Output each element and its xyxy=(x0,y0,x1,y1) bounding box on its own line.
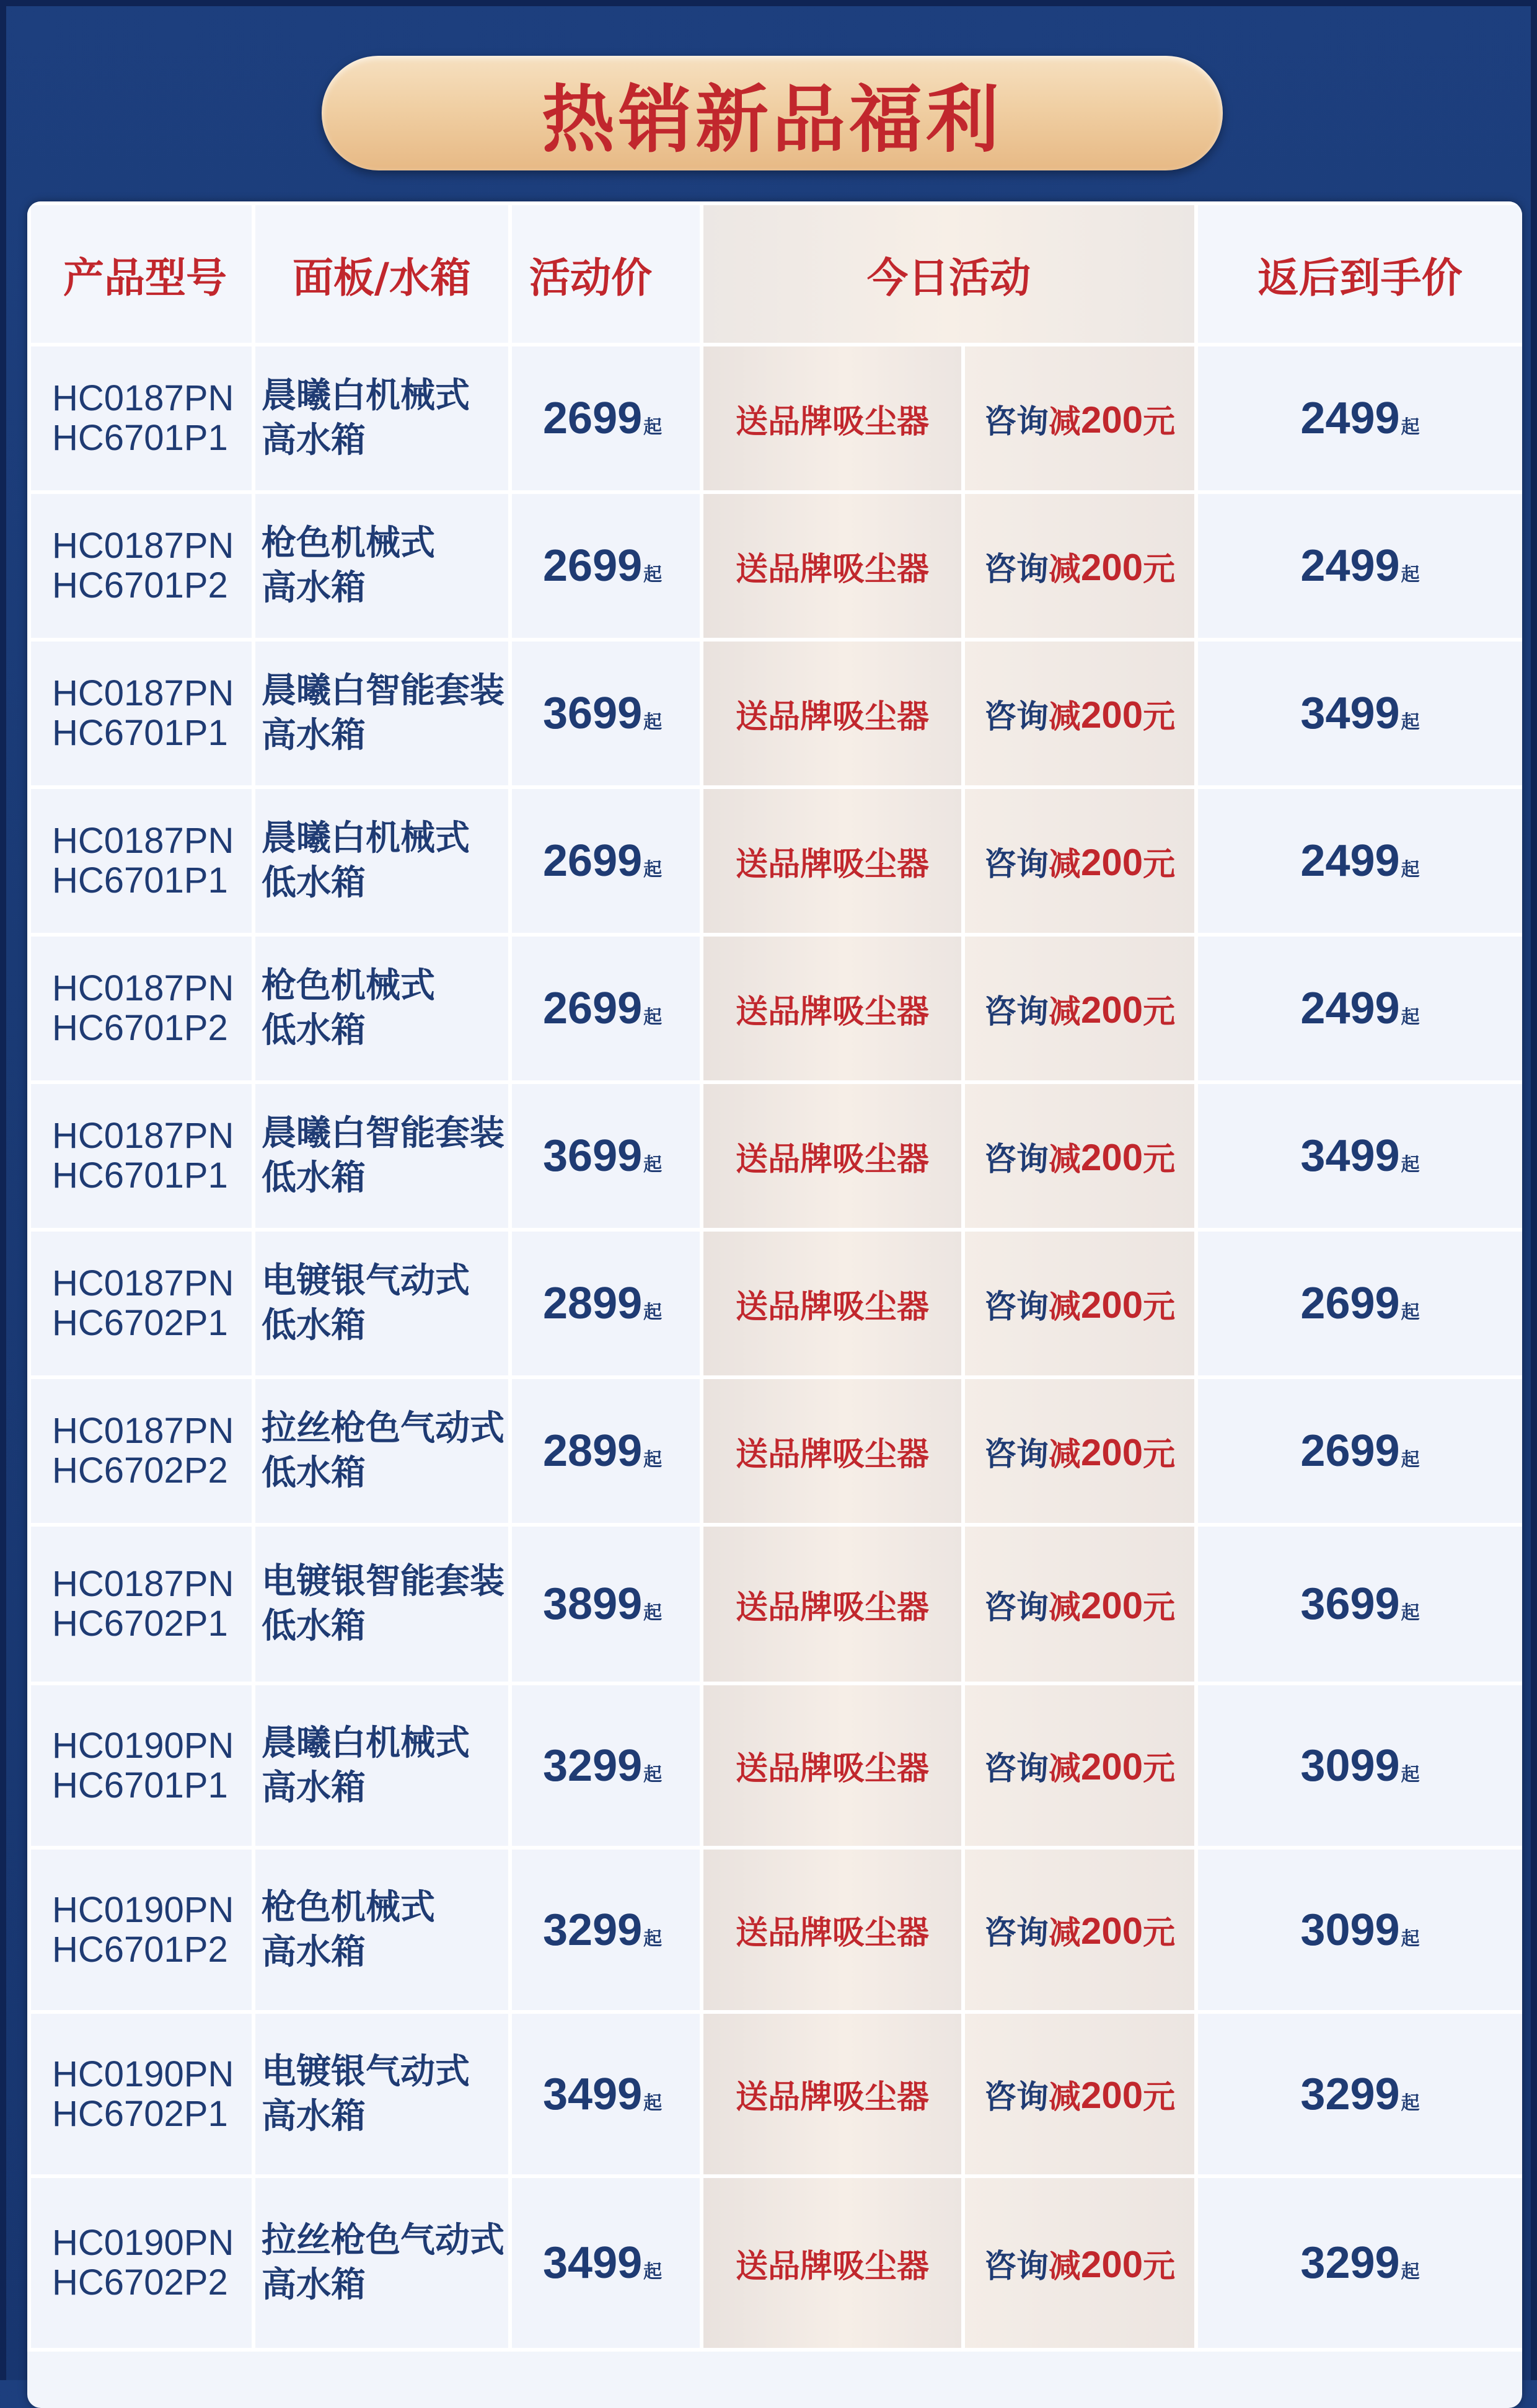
discount-amount: 200 xyxy=(1080,694,1143,736)
final-price-cell xyxy=(1196,492,1522,640)
final-price: 3299 xyxy=(1300,2069,1400,2119)
discount-cell xyxy=(963,2176,1196,2350)
activity-price-cell xyxy=(510,1082,702,1230)
final-price-suffix: 起 xyxy=(1401,1763,1420,1786)
panel-cell xyxy=(253,1230,510,1377)
discount-cell xyxy=(963,640,1196,787)
model-cell xyxy=(29,1525,253,1683)
table-row xyxy=(29,2012,1522,2176)
final-price-suffix: 起 xyxy=(1401,1602,1420,1624)
model-cell xyxy=(29,2176,253,2350)
model-cell xyxy=(29,1082,253,1230)
final-price-suffix: 起 xyxy=(1401,1928,1420,1950)
final-price-suffix: 起 xyxy=(1401,2092,1420,2114)
discount-reduce: 减 xyxy=(1048,2079,1081,2116)
table-row xyxy=(29,1848,1522,2012)
discount-amount: 200 xyxy=(1080,1284,1143,1326)
table-row xyxy=(29,2176,1522,2350)
activity-price-cell xyxy=(510,1683,702,1848)
tank-type: 低水箱 xyxy=(262,863,366,903)
discount-reduce: 减 xyxy=(1048,1288,1081,1326)
model-cell xyxy=(29,640,253,787)
model-cell xyxy=(29,1848,253,2012)
gift-cell xyxy=(702,492,963,640)
panel-type: 拉丝枪色气动式 xyxy=(262,2220,504,2260)
price-suffix: 起 xyxy=(643,2092,663,2114)
discount-consult: 咨询 xyxy=(984,698,1049,736)
final-price-suffix: 起 xyxy=(1401,2261,1420,2283)
price-suffix: 起 xyxy=(643,1154,663,1176)
table-row xyxy=(29,1525,1522,1683)
gift-text: 送品牌吸尘器 xyxy=(735,2079,929,2116)
activity-price: 3499 xyxy=(543,2069,643,2119)
final-price: 3499 xyxy=(1300,1131,1400,1181)
discount-cell xyxy=(963,345,1196,492)
model-code-primary: HC0187PN xyxy=(52,968,234,1008)
activity-price-cell xyxy=(510,1230,702,1377)
gift-cell xyxy=(702,2176,963,2350)
discount-consult: 咨询 xyxy=(984,1288,1049,1326)
panel-type: 枪色机械式 xyxy=(262,523,435,563)
panel-cell xyxy=(253,1683,510,1848)
activity-price-cell xyxy=(510,2012,702,2176)
discount-cell xyxy=(963,935,1196,1082)
discount-reduce: 减 xyxy=(1048,550,1081,588)
discount-amount: 200 xyxy=(1080,2075,1143,2116)
discount-cell xyxy=(963,1377,1196,1525)
panel-type: 拉丝枪色气动式 xyxy=(262,1408,504,1449)
model-code-primary: HC0187PN xyxy=(52,1564,234,1604)
activity-price: 3699 xyxy=(543,689,643,738)
discount-unit: 元 xyxy=(1143,550,1176,588)
discount-amount: 200 xyxy=(1080,1746,1143,1788)
discount-cell xyxy=(963,787,1196,935)
panel-cell xyxy=(253,935,510,1082)
header-today: 今日活动 xyxy=(702,203,1196,345)
activity-price: 2899 xyxy=(543,1279,643,1328)
model-code-secondary: HC6702P1 xyxy=(52,1303,228,1343)
tank-type: 高水箱 xyxy=(262,715,366,756)
model-code-secondary: HC6702P2 xyxy=(52,1450,228,1491)
final-price-cell xyxy=(1196,1082,1522,1230)
table-row xyxy=(29,1230,1522,1377)
price-suffix: 起 xyxy=(643,712,663,733)
price-suffix: 起 xyxy=(643,417,663,438)
page-title: 热销新品福利 xyxy=(541,76,1003,162)
model-cell xyxy=(29,345,253,492)
price-suffix: 起 xyxy=(643,1763,663,1786)
panel-type: 电镀银气动式 xyxy=(262,2051,470,2092)
final-price: 2699 xyxy=(1300,1279,1400,1328)
header-panel: 面板/水箱 xyxy=(253,203,510,345)
model-code-primary: HC0190PN xyxy=(52,2223,234,2263)
discount-consult: 咨询 xyxy=(984,1140,1049,1178)
gift-text: 送品牌吸尘器 xyxy=(735,1140,929,1178)
tank-type: 高水箱 xyxy=(262,1931,366,1972)
table-row xyxy=(29,1683,1522,1848)
gift-text: 送品牌吸尘器 xyxy=(735,550,929,588)
gift-cell xyxy=(702,787,963,935)
price-suffix: 起 xyxy=(643,1602,663,1624)
discount-unit: 元 xyxy=(1143,2079,1176,2116)
activity-price-cell xyxy=(510,2176,702,2350)
panel-type: 晨曦白机械式 xyxy=(262,1722,470,1763)
model-code-secondary: HC6702P2 xyxy=(52,2262,228,2303)
panel-cell xyxy=(253,1525,510,1683)
discount-reduce: 减 xyxy=(1048,1750,1081,1788)
final-price: 3099 xyxy=(1300,1905,1400,1955)
discount-amount: 200 xyxy=(1080,1584,1143,1626)
final-price: 2499 xyxy=(1300,836,1400,886)
gift-cell xyxy=(702,2012,963,2176)
panel-type: 电镀银气动式 xyxy=(262,1261,470,1301)
discount-consult: 咨询 xyxy=(984,2079,1049,2116)
gift-cell xyxy=(702,1230,963,1377)
panel-cell xyxy=(253,2176,510,2350)
activity-price: 2699 xyxy=(543,541,643,591)
model-code-primary: HC0187PN xyxy=(52,821,234,861)
discount-unit: 元 xyxy=(1143,698,1176,736)
discount-unit: 元 xyxy=(1143,845,1176,883)
final-price: 2499 xyxy=(1300,541,1400,591)
tank-type: 高水箱 xyxy=(262,2265,366,2305)
final-price-suffix: 起 xyxy=(1401,859,1420,881)
discount-consult: 咨询 xyxy=(984,1436,1049,1473)
table-row xyxy=(29,492,1522,640)
activity-price: 3699 xyxy=(543,1131,643,1181)
title-banner xyxy=(322,56,1223,170)
activity-price-cell xyxy=(510,640,702,787)
activity-price: 3899 xyxy=(543,1579,643,1629)
final-price-cell xyxy=(1196,640,1522,787)
discount-reduce: 减 xyxy=(1048,403,1081,441)
final-price-suffix: 起 xyxy=(1401,564,1420,586)
panel-type: 晨曦白机械式 xyxy=(262,818,470,858)
discount-cell xyxy=(963,1683,1196,1848)
tank-type: 高水箱 xyxy=(262,1767,366,1808)
model-code-secondary: HC6701P1 xyxy=(52,1765,228,1806)
model-code-primary: HC0187PN xyxy=(52,1116,234,1156)
activity-price-cell xyxy=(510,492,702,640)
final-price-cell xyxy=(1196,1377,1522,1525)
discount-cell xyxy=(963,2012,1196,2176)
gift-cell xyxy=(702,640,963,787)
model-code-secondary: HC6701P1 xyxy=(52,713,228,753)
activity-price: 2699 xyxy=(543,836,643,886)
final-price-suffix: 起 xyxy=(1401,1449,1420,1471)
model-code-primary: HC0187PN xyxy=(52,378,234,418)
gift-cell xyxy=(702,1848,963,2012)
discount-consult: 咨询 xyxy=(984,403,1049,441)
model-cell xyxy=(29,492,253,640)
model-code-primary: HC0187PN xyxy=(52,526,234,566)
discount-consult: 咨询 xyxy=(984,550,1049,588)
model-cell xyxy=(29,787,253,935)
gift-text: 送品牌吸尘器 xyxy=(735,1750,929,1788)
panel-type: 晨曦白智能套装 xyxy=(262,1113,504,1153)
final-price: 3499 xyxy=(1300,689,1400,738)
panel-type: 枪色机械式 xyxy=(262,966,435,1006)
price-suffix: 起 xyxy=(643,1928,663,1950)
discount-reduce: 减 xyxy=(1048,993,1081,1031)
discount-unit: 元 xyxy=(1143,1288,1176,1326)
gift-text: 送品牌吸尘器 xyxy=(735,1436,929,1473)
tank-type: 高水箱 xyxy=(262,2096,366,2137)
activity-price: 2899 xyxy=(543,1426,643,1476)
discount-consult: 咨询 xyxy=(984,2247,1049,2285)
panel-type: 电镀银智能套装 xyxy=(262,1561,504,1602)
panel-cell xyxy=(253,1848,510,2012)
activity-price: 3299 xyxy=(543,1905,643,1955)
price-suffix: 起 xyxy=(643,564,663,586)
model-cell xyxy=(29,1377,253,1525)
gift-text: 送品牌吸尘器 xyxy=(735,993,929,1031)
final-price-suffix: 起 xyxy=(1401,712,1420,733)
panel-type: 晨曦白机械式 xyxy=(262,376,470,416)
model-code-primary: HC0187PN xyxy=(52,1411,234,1451)
activity-price-cell xyxy=(510,345,702,492)
final-price-cell xyxy=(1196,1525,1522,1683)
discount-unit: 元 xyxy=(1143,1589,1176,1626)
price-suffix: 起 xyxy=(643,1449,663,1471)
final-price-cell xyxy=(1196,345,1522,492)
final-price-cell xyxy=(1196,2176,1522,2350)
discount-amount: 200 xyxy=(1080,989,1143,1031)
final-price-suffix: 起 xyxy=(1401,417,1420,438)
model-code-secondary: HC6701P2 xyxy=(52,565,228,606)
model-code-secondary: HC6701P1 xyxy=(52,860,228,901)
tank-type: 低水箱 xyxy=(262,1158,366,1198)
discount-amount: 200 xyxy=(1080,1431,1143,1473)
price-table xyxy=(27,201,1522,2352)
final-price: 2499 xyxy=(1300,984,1400,1033)
discount-cell xyxy=(963,1230,1196,1377)
model-code-secondary: HC6702P1 xyxy=(52,2093,228,2134)
price-suffix: 起 xyxy=(643,1007,663,1028)
discount-unit: 元 xyxy=(1143,1915,1176,1952)
model-code-primary: HC0190PN xyxy=(52,1889,234,1930)
table-body xyxy=(29,345,1522,2350)
discount-amount: 200 xyxy=(1080,1910,1143,1952)
model-code-secondary: HC6701P1 xyxy=(52,1155,228,1196)
discount-unit: 元 xyxy=(1143,993,1176,1031)
gift-text: 送品牌吸尘器 xyxy=(735,1288,929,1326)
discount-amount: 200 xyxy=(1080,2243,1143,2285)
discount-amount: 200 xyxy=(1080,546,1143,588)
discount-unit: 元 xyxy=(1143,1436,1176,1473)
panel-cell xyxy=(253,1377,510,1525)
activity-price: 2699 xyxy=(543,984,643,1033)
gift-text: 送品牌吸尘器 xyxy=(735,845,929,883)
final-price: 3099 xyxy=(1300,1740,1400,1791)
model-code-secondary: HC6701P1 xyxy=(52,418,228,458)
gift-cell xyxy=(702,935,963,1082)
panel-cell xyxy=(253,2012,510,2176)
tank-type: 低水箱 xyxy=(262,1606,366,1646)
discount-consult: 咨询 xyxy=(984,1589,1049,1626)
activity-price: 2699 xyxy=(543,394,643,443)
tank-type: 低水箱 xyxy=(262,1305,366,1346)
header-price: 活动价 xyxy=(510,203,702,345)
discount-consult: 咨询 xyxy=(984,845,1049,883)
discount-cell xyxy=(963,1082,1196,1230)
final-price-cell xyxy=(1196,1848,1522,2012)
final-price-cell xyxy=(1196,1230,1522,1377)
price-suffix: 起 xyxy=(643,1302,663,1323)
panel-type: 枪色机械式 xyxy=(262,1887,435,1928)
discount-consult: 咨询 xyxy=(984,1915,1049,1952)
gift-text: 送品牌吸尘器 xyxy=(735,2247,929,2285)
discount-unit: 元 xyxy=(1143,2247,1176,2285)
model-cell xyxy=(29,2012,253,2176)
panel-cell xyxy=(253,345,510,492)
discount-unit: 元 xyxy=(1143,403,1176,441)
activity-price-cell xyxy=(510,935,702,1082)
price-suffix: 起 xyxy=(643,2261,663,2283)
discount-reduce: 减 xyxy=(1048,1915,1081,1952)
gift-cell xyxy=(702,345,963,492)
activity-price-cell xyxy=(510,787,702,935)
discount-amount: 200 xyxy=(1080,841,1143,883)
panel-cell xyxy=(253,640,510,787)
header-final: 返后到手价 xyxy=(1196,203,1522,345)
final-price-cell xyxy=(1196,935,1522,1082)
gift-cell xyxy=(702,1082,963,1230)
table-row xyxy=(29,935,1522,1082)
discount-unit: 元 xyxy=(1143,1750,1176,1788)
gift-text: 送品牌吸尘器 xyxy=(735,1589,929,1626)
final-price-suffix: 起 xyxy=(1401,1154,1420,1176)
discount-amount: 200 xyxy=(1080,399,1143,441)
final-price: 3699 xyxy=(1300,1579,1400,1629)
activity-price: 3299 xyxy=(543,1740,643,1791)
model-code-primary: HC0190PN xyxy=(52,2053,234,2094)
header-model: 产品型号 xyxy=(29,203,253,345)
final-price: 3299 xyxy=(1300,2238,1400,2288)
panel-cell xyxy=(253,492,510,640)
panel-cell xyxy=(253,1082,510,1230)
model-code-secondary: HC6701P2 xyxy=(52,1929,228,1970)
final-price-cell xyxy=(1196,1683,1522,1848)
activity-price-cell xyxy=(510,1377,702,1525)
activity-price-cell xyxy=(510,1848,702,2012)
model-cell xyxy=(29,1683,253,1848)
tank-type: 低水箱 xyxy=(262,1453,366,1493)
price-table-panel xyxy=(27,201,1522,2408)
tank-type: 高水箱 xyxy=(262,420,366,461)
gift-cell xyxy=(702,1525,963,1683)
gift-cell xyxy=(702,1377,963,1525)
table-row xyxy=(29,345,1522,492)
final-price-suffix: 起 xyxy=(1401,1302,1420,1323)
gift-text: 送品牌吸尘器 xyxy=(735,698,929,736)
model-code-primary: HC0190PN xyxy=(52,1725,234,1766)
model-code-secondary: HC6702P1 xyxy=(52,1603,228,1644)
table-row xyxy=(29,1082,1522,1230)
table-row xyxy=(29,1377,1522,1525)
discount-reduce: 减 xyxy=(1048,2247,1081,2285)
tank-type: 低水箱 xyxy=(262,1010,366,1051)
discount-reduce: 减 xyxy=(1048,698,1081,736)
discount-reduce: 减 xyxy=(1048,1436,1081,1473)
discount-cell xyxy=(963,1525,1196,1683)
gift-text: 送品牌吸尘器 xyxy=(735,1915,929,1952)
table-row xyxy=(29,640,1522,787)
panel-type: 晨曦白智能套装 xyxy=(262,671,504,711)
final-price: 2499 xyxy=(1300,394,1400,443)
panel-cell xyxy=(253,787,510,935)
activity-price-cell xyxy=(510,1525,702,1683)
discount-reduce: 减 xyxy=(1048,1140,1081,1178)
model-code-primary: HC0187PN xyxy=(52,673,234,713)
tank-type: 高水箱 xyxy=(262,568,366,608)
gift-cell xyxy=(702,1683,963,1848)
activity-price: 3499 xyxy=(543,2238,643,2288)
table-header-row xyxy=(29,203,1522,345)
discount-consult: 咨询 xyxy=(984,993,1049,1031)
model-cell xyxy=(29,1230,253,1377)
discount-amount: 200 xyxy=(1080,1136,1143,1178)
final-price-cell xyxy=(1196,2012,1522,2176)
discount-cell xyxy=(963,492,1196,640)
discount-cell xyxy=(963,1848,1196,2012)
discount-reduce: 减 xyxy=(1048,845,1081,883)
final-price: 2699 xyxy=(1300,1426,1400,1476)
gift-text: 送品牌吸尘器 xyxy=(735,403,929,441)
model-code-secondary: HC6701P2 xyxy=(52,1008,228,1048)
final-price-cell xyxy=(1196,787,1522,935)
final-price-suffix: 起 xyxy=(1401,1007,1420,1028)
model-cell xyxy=(29,935,253,1082)
discount-consult: 咨询 xyxy=(984,1750,1049,1788)
price-suffix: 起 xyxy=(643,859,663,881)
discount-unit: 元 xyxy=(1143,1140,1176,1178)
discount-reduce: 减 xyxy=(1048,1589,1081,1626)
model-code-primary: HC0187PN xyxy=(52,1263,234,1303)
table-row xyxy=(29,787,1522,935)
